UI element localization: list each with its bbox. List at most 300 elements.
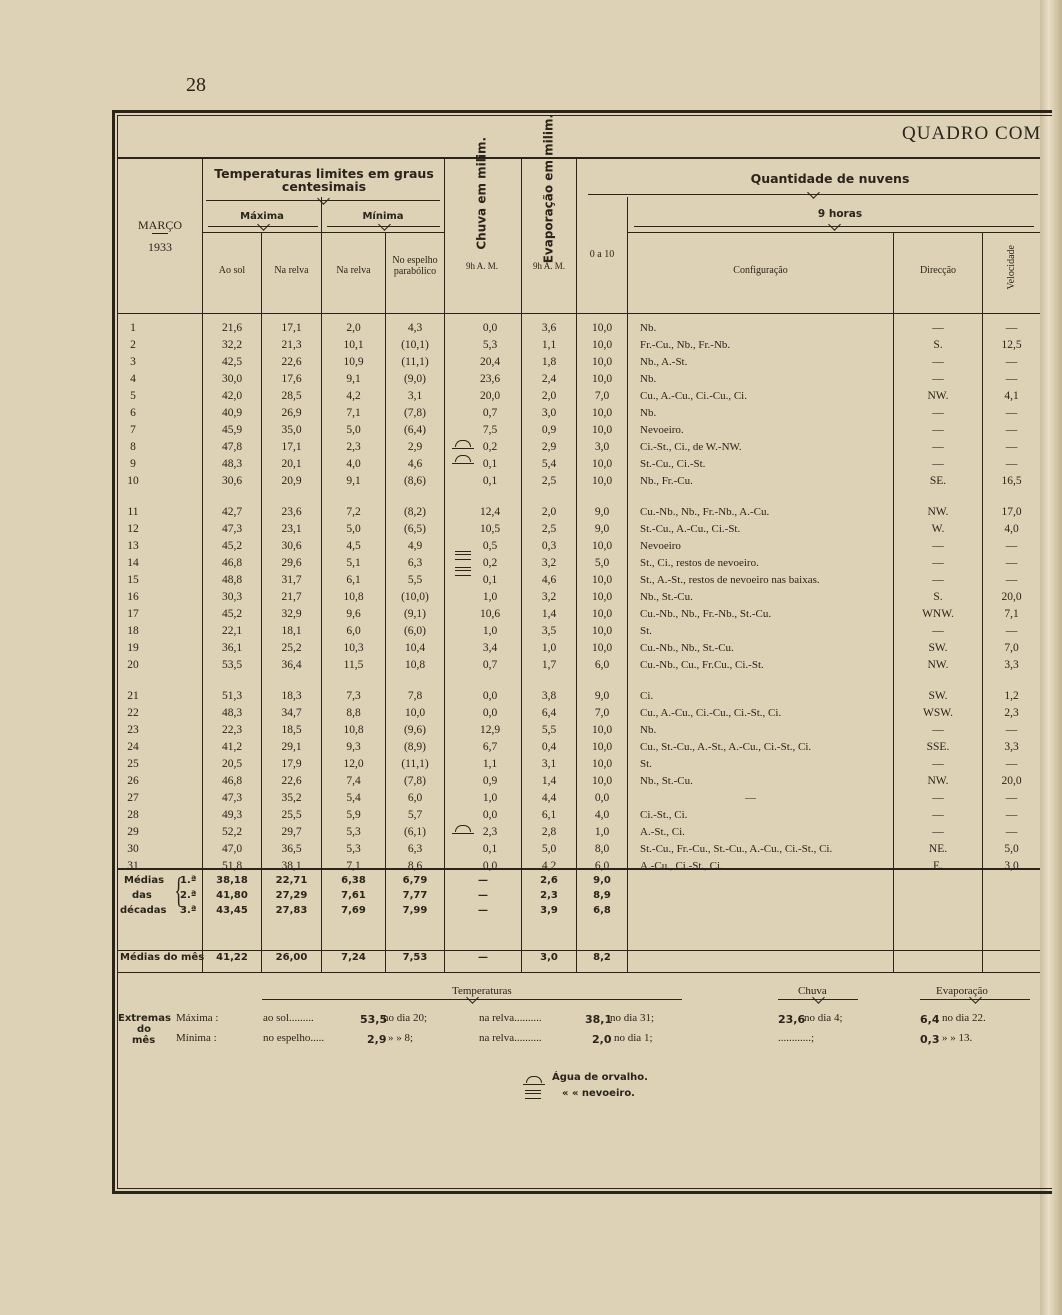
cell-velocidade: 2,3	[1004, 707, 1019, 719]
cell-configuracao: St.	[640, 625, 652, 637]
cell-velocidade: 17,0	[1001, 506, 1022, 518]
cell-chuva: 10,6	[479, 608, 501, 620]
cell-na-relva-min: 9,1	[346, 475, 361, 487]
medias-label-2: das	[132, 890, 152, 901]
cell-espelho: (10,0)	[401, 591, 429, 603]
cell-na-relva-max: 18,3	[281, 690, 302, 702]
legend-nevoeiro: « « nevoeiro.	[562, 1088, 635, 1099]
ext-chuva-max-dia: no dia 4;	[804, 1012, 843, 1024]
temps-brace	[206, 200, 440, 208]
cell-nebulosidade: 10,0	[591, 356, 613, 368]
cell-na-relva-max: 17,1	[281, 322, 302, 334]
cell-day: 30	[127, 843, 139, 855]
cell-day: 18	[127, 625, 139, 637]
cell-direccao: —	[932, 809, 944, 821]
cell-velocidade: —	[1005, 625, 1018, 637]
cell-direccao: —	[932, 458, 944, 470]
cell-na-relva-max: 21,7	[281, 591, 302, 603]
cell-espelho: 2,9	[407, 441, 423, 453]
ext-label-2: do	[137, 1024, 152, 1035]
header-na-relva-min: Na relva	[336, 265, 371, 276]
cell-nebulosidade: 10,0	[591, 475, 613, 487]
cell-velocidade: 20,0	[1001, 775, 1022, 787]
col-line	[444, 157, 445, 972]
cell-configuracao: Nb., Fr.-Cu.	[640, 475, 693, 487]
cell-chuva: 3,4	[482, 642, 498, 654]
ext-max-relva-label: na relva..........	[479, 1012, 542, 1024]
cell-na-relva-min: 7,1	[346, 407, 361, 419]
cell-velocidade: —	[1005, 373, 1018, 385]
cell-configuracao: Fr.-Cu., Nb., Fr.-Nb.	[640, 339, 731, 351]
header-month: MARÇO	[137, 218, 182, 232]
cell-na-relva-max: 35,2	[281, 792, 302, 804]
cell-espelho: (9,1)	[403, 608, 427, 620]
cell-direccao: —	[932, 424, 944, 436]
cell-direccao: WSW.	[923, 707, 953, 719]
cell-direccao: —	[932, 322, 944, 334]
cell-na-relva-min: 12,0	[343, 758, 364, 770]
cell-evaporacao: 6,4	[541, 707, 557, 719]
ext-temperaturas-title: Temperaturas	[452, 985, 512, 997]
cell-nebulosidade: 10,0	[591, 322, 613, 334]
cell-na-relva-min: 5,0	[346, 424, 361, 436]
ext-chuva-brace	[778, 999, 858, 1007]
cell-evaporacao: 5,5	[541, 724, 557, 736]
cell-velocidade: —	[1005, 826, 1018, 838]
cell-direccao: E.	[933, 860, 943, 872]
cell-configuracao: Cu., A.-Cu., Ci.-Cu., Ci.-St., Ci.	[640, 707, 782, 719]
cell-na-relva-max: 36,4	[281, 659, 302, 671]
cell-direccao: —	[932, 758, 944, 770]
media-decada-sol: 41,80	[216, 890, 248, 901]
cell-evaporacao: 2,0	[541, 506, 557, 518]
ext-max-relva-val: 38,1	[585, 1013, 613, 1026]
header-nuvens: Quantidade de nuvens	[750, 171, 910, 186]
nuvens-brace	[588, 194, 1038, 202]
cell-day: 9	[130, 458, 136, 470]
media-decada-esp: 7,99	[402, 905, 428, 916]
cell-direccao: —	[932, 724, 944, 736]
cell-day: 4	[130, 373, 136, 385]
ext-chuva-min: ............;	[778, 1032, 815, 1044]
cell-day: 1	[130, 322, 136, 334]
cell-chuva: 1,0	[482, 625, 498, 637]
cell-nebulosidade: 10,0	[591, 741, 613, 753]
cell-espelho: (8,6)	[403, 475, 427, 487]
cell-chuva: 20,0	[479, 390, 501, 402]
cell-velocidade: 12,5	[1001, 339, 1022, 351]
cell-day: 29	[127, 826, 139, 838]
cell-na-relva-min: 5,0	[346, 523, 361, 535]
cell-chuva: 10,5	[479, 523, 501, 535]
cell-velocidade: —	[1005, 424, 1018, 436]
cell-ao-sol: 20,5	[221, 758, 243, 770]
cell-na-relva-max: 32,9	[281, 608, 302, 620]
cell-na-relva-min: 6,0	[346, 625, 361, 637]
ext-label-1: Extremas	[118, 1013, 171, 1024]
ext-maxima-label: Máxima :	[176, 1012, 219, 1024]
cell-ao-sol: 45,9	[221, 424, 243, 436]
cell-na-relva-min: 4,0	[346, 458, 361, 470]
cell-day: 16	[127, 591, 139, 603]
cell-na-relva-max: 25,2	[281, 642, 302, 654]
cell-direccao: —	[932, 407, 944, 419]
cell-espelho: 7,8	[407, 690, 423, 702]
cell-ao-sol: 52,2	[221, 826, 243, 838]
cell-day: 3	[130, 356, 136, 368]
decada-3-label: 3.ª	[180, 905, 197, 916]
cell-espelho: 4,9	[407, 540, 423, 552]
cell-espelho: (6,4)	[403, 424, 427, 436]
cell-evaporacao: 5,0	[541, 843, 557, 855]
cell-nebulosidade: 10,0	[591, 339, 613, 351]
header-year: 1933	[148, 240, 172, 254]
cell-chuva: 0,0	[482, 707, 498, 719]
ext-evap-brace	[920, 999, 1030, 1007]
ext-evap-max-dia: no dia 22.	[942, 1012, 986, 1024]
cell-na-relva-max: 29,7	[281, 826, 302, 838]
media-mes-chuva: —	[478, 952, 488, 963]
cell-chuva: 0,0	[482, 809, 498, 821]
cell-espelho: 6,3	[407, 557, 423, 569]
cell-na-relva-min: 9,3	[346, 741, 361, 753]
cell-na-relva-max: 34,7	[281, 707, 302, 719]
cell-nebulosidade: 1,0	[594, 826, 610, 838]
cell-na-relva-min: 9,6	[346, 608, 361, 620]
media-decada-sol: 43,45	[216, 905, 248, 916]
cell-na-relva-min: 10,3	[343, 642, 364, 654]
cell-ao-sol: 46,8	[221, 775, 243, 787]
dew-symbol	[455, 455, 471, 462]
cell-direccao: —	[932, 625, 944, 637]
ext-temp-brace	[262, 999, 682, 1007]
ext-max-sol-val: 53,5	[360, 1013, 388, 1026]
header-velocidade: Velocidade	[1005, 245, 1017, 290]
cell-na-relva-min: 5,9	[346, 809, 361, 821]
ext-evap-max-val: 6,4	[920, 1013, 940, 1026]
cell-ao-sol: 42,5	[221, 356, 243, 368]
cell-espelho: (9,0)	[403, 373, 427, 385]
cell-na-relva-max: 26,9	[281, 407, 302, 419]
cell-espelho: 10,0	[404, 707, 426, 719]
cell-evaporacao: 4,2	[541, 860, 557, 872]
legend-fog-icon	[525, 1090, 541, 1099]
minima-brace	[327, 226, 440, 234]
cell-day: 26	[127, 775, 139, 787]
cell-na-relva-min: 7,1	[346, 860, 361, 872]
cell-direccao: NW.	[927, 775, 949, 787]
media-mes-relva: 26,00	[275, 952, 308, 963]
cell-nebulosidade: 7,0	[594, 390, 610, 402]
cell-espelho: (7,8)	[403, 407, 427, 419]
cell-nebulosidade: 6,0	[594, 659, 610, 671]
cell-evaporacao: 1,7	[541, 659, 557, 671]
cell-chuva: 0,2	[482, 441, 498, 453]
cell-direccao: —	[932, 441, 944, 453]
cell-nebulosidade: 5,0	[594, 557, 610, 569]
cell-velocidade: 4,1	[1004, 390, 1019, 402]
cell-evaporacao: 2,5	[541, 523, 557, 535]
cell-direccao: SW.	[928, 690, 948, 702]
cell-nebulosidade: 7,0	[594, 707, 610, 719]
cell-na-relva-max: 31,7	[281, 574, 302, 586]
cell-configuracao: Ci.	[640, 690, 654, 702]
cell-nebulosidade: 10,0	[591, 458, 613, 470]
cell-chuva: 12,9	[479, 724, 501, 736]
cell-na-relva-max: 28,5	[281, 390, 302, 402]
cell-configuracao: Cu.-Nb., Nb., Fr.-Nb., St.-Cu.	[640, 608, 772, 620]
cell-configuracao: Cu.-Nb., Cu., Fr.Cu., Ci.-St.	[640, 659, 764, 671]
cell-day: 15	[127, 574, 139, 586]
header-na-relva-max: Na relva	[274, 265, 309, 276]
cell-evaporacao: 2,9	[541, 441, 557, 453]
cell-nebulosidade: 0,0	[594, 792, 610, 804]
cell-chuva: 0,5	[482, 540, 498, 552]
cell-espelho: (11,1)	[401, 758, 429, 770]
header-ao-sol: Ao sol	[218, 265, 246, 276]
cell-evaporacao: 1,4	[541, 775, 557, 787]
cell-velocidade: 3,0	[1004, 860, 1019, 872]
cell-configuracao: Nb.	[640, 724, 657, 736]
header-maxima: Máxima	[240, 211, 284, 222]
cell-espelho: (6,5)	[403, 523, 427, 535]
cell-chuva: 0,9	[482, 775, 498, 787]
cell-na-relva-max: 23,1	[281, 523, 302, 535]
cell-espelho: (8,2)	[403, 506, 427, 518]
cell-nebulosidade: 10,0	[591, 407, 613, 419]
cell-configuracao: Nb., St.-Cu.	[640, 591, 693, 603]
media-decada-chuva: —	[478, 905, 488, 916]
cell-evaporacao: 3,2	[541, 591, 557, 603]
cell-evaporacao: 3,0	[541, 407, 557, 419]
header-minima: Mínima	[362, 211, 404, 222]
cell-na-relva-max: 23,6	[281, 506, 302, 518]
cell-velocidade: —	[1005, 322, 1018, 334]
cell-chuva: 1,0	[482, 792, 498, 804]
cell-day: 23	[127, 724, 139, 736]
cell-na-relva-min: 10,8	[343, 724, 364, 736]
cell-chuva: 5,3	[482, 339, 498, 351]
header-espelho: No espelho parabólico	[392, 255, 438, 277]
cell-evaporacao: 0,3	[541, 540, 557, 552]
cell-chuva: 6,7	[482, 741, 498, 753]
cell-na-relva-max: 30,6	[281, 540, 302, 552]
media-mes-evap: 3,0	[540, 952, 558, 963]
cell-configuracao: Nb., A.-St.	[640, 356, 688, 368]
media-decada-minr: 6,38	[341, 875, 366, 886]
cell-na-relva-min: 4,5	[346, 540, 361, 552]
cell-velocidade: —	[1005, 574, 1018, 586]
media-decada-relva: 27,29	[275, 890, 308, 901]
nove-horas-brace	[634, 226, 1034, 234]
cell-day: 7	[130, 424, 136, 436]
cell-na-relva-min: 7,4	[346, 775, 361, 787]
fog-symbol	[455, 551, 471, 560]
cell-ao-sol: 53,5	[221, 659, 243, 671]
ext-min-relva-dia: no dia 1;	[614, 1032, 653, 1044]
cell-ao-sol: 22,1	[221, 625, 243, 637]
sheet-title: QUADRO COM	[902, 123, 1042, 144]
cell-chuva: 0,1	[482, 843, 498, 855]
cell-day: 24	[127, 741, 139, 753]
cell-nebulosidade: 9,0	[594, 690, 610, 702]
cell-configuracao: St., A.-St., restos de nevoeiro nas baixas.	[640, 574, 820, 586]
cell-nebulosidade: 10,0	[591, 608, 613, 620]
cell-velocidade: 7,1	[1004, 608, 1019, 620]
cell-direccao: SW.	[928, 642, 948, 654]
cell-day: 17	[127, 608, 139, 620]
cell-na-relva-min: 2,0	[346, 322, 361, 334]
cell-ao-sol: 42,7	[221, 506, 243, 518]
cell-na-relva-max: 21,3	[281, 339, 302, 351]
cell-day: 11	[127, 506, 139, 518]
cell-velocidade: —	[1005, 407, 1018, 419]
cell-chuva: 0,1	[482, 475, 498, 487]
cell-nebulosidade: 10,0	[591, 424, 613, 436]
media-mes-neb: 8,2	[593, 952, 611, 963]
cell-espelho: (10,1)	[401, 339, 429, 351]
cell-ao-sol: 51,8	[221, 860, 243, 872]
cell-velocidade: 5,0	[1004, 843, 1019, 855]
cell-nebulosidade: 10,0	[591, 724, 613, 736]
cell-chuva: 1,1	[482, 758, 498, 770]
page-number: 28	[186, 74, 206, 96]
cell-espelho: 5,5	[407, 574, 423, 586]
cell-nebulosidade: 10,0	[591, 540, 613, 552]
media-decada-neb: 6,8	[593, 905, 611, 916]
cell-velocidade: 3,3	[1004, 659, 1019, 671]
cell-configuracao: A.-St., Ci.	[640, 826, 685, 838]
decada-2-label: 2.ª	[180, 890, 197, 901]
media-decada-relva: 22,71	[275, 875, 308, 886]
cell-chuva: 0,7	[482, 407, 498, 419]
medias-brace: {	[174, 870, 183, 910]
header-bottom-rule	[117, 313, 1040, 314]
cell-direccao: S.	[933, 339, 943, 351]
cell-velocidade: 16,5	[1001, 475, 1022, 487]
cell-configuracao: Nb.	[640, 322, 657, 334]
cell-ao-sol: 51,3	[221, 690, 243, 702]
cell-configuracao: A.-Cu., Ci.-St., Ci.	[640, 860, 723, 872]
cell-evaporacao: 3,8	[541, 690, 557, 702]
cell-espelho: (11,1)	[401, 356, 429, 368]
cell-na-relva-min: 9,1	[346, 373, 361, 385]
cell-na-relva-min: 10,9	[343, 356, 364, 368]
media-mes-sol: 41,22	[216, 952, 248, 963]
cell-evaporacao: 1,1	[541, 339, 557, 351]
cell-direccao: —	[932, 373, 944, 385]
media-mes-minr: 7,24	[341, 952, 366, 963]
header-chuva: Chuva em milim.	[474, 136, 489, 250]
cell-na-relva-max: 20,9	[281, 475, 302, 487]
cell-direccao: SSE.	[926, 741, 950, 753]
cell-nebulosidade: 10,0	[591, 625, 613, 637]
cell-espelho: 4,6	[407, 458, 423, 470]
dew-symbol	[455, 440, 471, 447]
cell-configuracao: Cu., St.-Cu., A.-St., A.-Cu., Ci.-St., Ci.	[640, 741, 812, 753]
cell-espelho: 10,8	[404, 659, 426, 671]
ext-max-sol-label: ao sol.........	[263, 1012, 314, 1024]
cell-chuva: 0,0	[482, 690, 498, 702]
cell-nebulosidade: 10,0	[591, 574, 613, 586]
cell-nebulosidade: 10,0	[591, 642, 613, 654]
media-decada-evap: 3,9	[540, 905, 558, 916]
ext-label-3: mês	[132, 1035, 156, 1046]
cell-na-relva-max: 38,1	[281, 860, 302, 872]
media-mes-esp: 7,53	[402, 952, 428, 963]
cell-velocidade: 4,0	[1004, 523, 1019, 535]
cell-configuracao: St.	[640, 758, 652, 770]
cell-evaporacao: 6,1	[541, 809, 557, 821]
cell-na-relva-min: 11,5	[343, 659, 364, 671]
header-configuracao: Configuração	[733, 265, 788, 276]
cell-ao-sol: 30,6	[221, 475, 243, 487]
media-decada-evap: 2,6	[540, 875, 558, 886]
cell-evaporacao: 2,0	[541, 390, 557, 402]
media-decada-neb: 8,9	[593, 890, 611, 901]
cell-ao-sol: 47,8	[221, 441, 243, 453]
cell-velocidade: —	[1005, 540, 1018, 552]
cell-na-relva-min: 8,8	[346, 707, 361, 719]
cell-na-relva-max: 17,9	[281, 758, 302, 770]
cell-velocidade: —	[1005, 557, 1018, 569]
cell-direccao: W.	[931, 523, 945, 535]
header-direccao: Direcção	[919, 265, 957, 276]
header-evaporacao: Evaporação em milim.	[541, 113, 556, 264]
cell-direccao: S.	[933, 591, 943, 603]
cell-day: 14	[127, 557, 139, 569]
cell-configuracao: St.-Cu., A.-Cu., Ci.-St.	[640, 523, 741, 535]
media-decada-minr: 7,61	[341, 890, 366, 901]
cell-day: 22	[127, 707, 139, 719]
cell-chuva: 23,6	[479, 373, 501, 385]
ext-max-sol-dia: no dia 20;	[383, 1012, 427, 1024]
cell-nebulosidade: 10,0	[591, 775, 613, 787]
cell-velocidade: 3,3	[1004, 741, 1019, 753]
cell-espelho: 5,7	[407, 809, 423, 821]
cell-configuracao: Nevoeiro	[640, 540, 681, 552]
cell-evaporacao: 2,8	[541, 826, 557, 838]
cell-configuracao: Nb., St.-Cu.	[640, 775, 693, 787]
medias-mes-label: Médias do mês	[120, 952, 205, 963]
cell-ao-sol: 41,2	[221, 741, 243, 753]
cell-espelho: 3,1	[407, 390, 423, 402]
cell-velocidade: 1,2	[1004, 690, 1019, 702]
cell-ao-sol: 48,3	[221, 707, 243, 719]
cell-day: 8	[130, 441, 136, 453]
cell-configuracao: Nevoeiro.	[640, 424, 684, 436]
cell-evaporacao: 3,2	[541, 557, 557, 569]
cell-nebulosidade: 4,0	[594, 809, 610, 821]
cell-na-relva-max: 17,1	[281, 441, 302, 453]
header-top-rule	[117, 157, 1040, 159]
cell-day: 27	[127, 792, 139, 804]
ext-min-relva-label: na relva..........	[479, 1032, 542, 1044]
cell-chuva: 1,0	[482, 591, 498, 603]
cell-configuracao: Nb.	[640, 373, 657, 385]
cell-na-relva-min: 5,4	[346, 792, 361, 804]
cell-ao-sol: 45,2	[221, 608, 243, 620]
cell-espelho: (6,0)	[403, 625, 427, 637]
cell-nebulosidade: 10,0	[591, 591, 613, 603]
cell-direccao: —	[932, 540, 944, 552]
media-decada-relva: 27,83	[275, 905, 308, 916]
cell-direccao: WNW.	[922, 608, 954, 620]
cell-evaporacao: 3,6	[541, 322, 557, 334]
cell-espelho: 6,0	[407, 792, 423, 804]
cell-velocidade: —	[1005, 724, 1018, 736]
cell-day: 25	[127, 758, 139, 770]
